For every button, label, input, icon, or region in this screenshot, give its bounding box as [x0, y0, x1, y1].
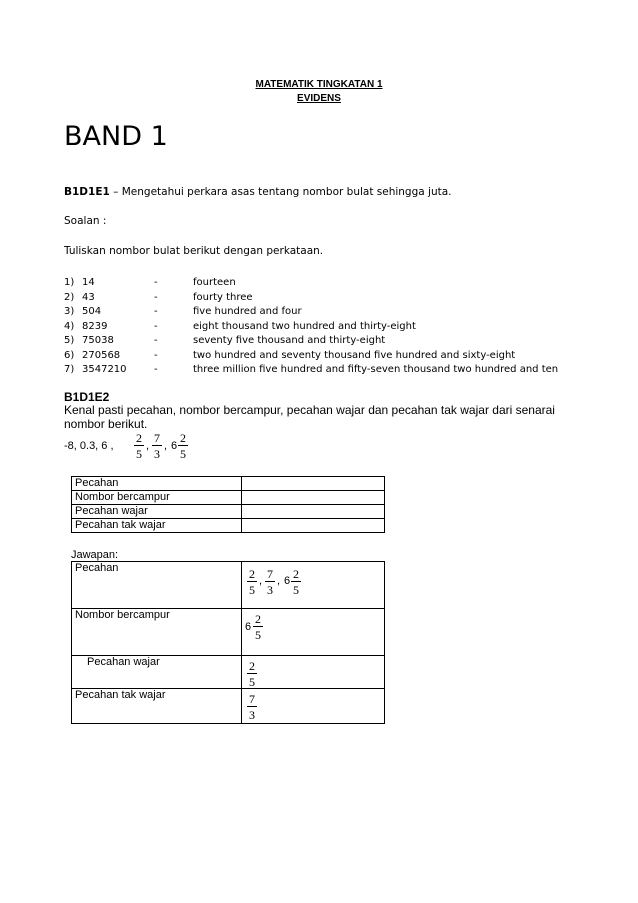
numerator: 7 [154, 431, 160, 445]
table-row [72, 477, 385, 491]
answer-cell [242, 689, 385, 724]
item-value: 43 [82, 291, 95, 303]
list-item [64, 306, 624, 320]
table-row [72, 491, 385, 505]
item-number: 3) [64, 306, 75, 317]
row-label: Pecahan [72, 477, 242, 491]
table-row [72, 519, 385, 533]
answer-cell [242, 609, 385, 656]
b1d1e1-code: B1D1E1 [64, 186, 110, 198]
denominator: 5 [255, 628, 261, 642]
item-words: seventy five thousand and thirty-eight [193, 335, 386, 346]
numerator: 2 [249, 659, 255, 673]
row-label: Pecahan tak wajar [72, 689, 242, 724]
table-row [72, 505, 385, 519]
row-label: Pecahan wajar [72, 656, 242, 689]
denominator: 5 [249, 675, 255, 689]
item-dash: - [154, 320, 158, 332]
list-item [64, 364, 624, 378]
item-value: 3547210 [82, 364, 127, 375]
b1d1e2-line1: Kenal pasti pecahan, nombor bercampur, pecahan wajar dan pecahan tak wajar dari senarai [64, 403, 555, 417]
list-item [64, 350, 624, 364]
fraction-seven-thirds [265, 568, 275, 596]
fraction-seven-thirds [152, 432, 162, 460]
comma: , [146, 440, 150, 452]
b1d1e2-line2: nombor berikut. [64, 417, 148, 431]
number-list-prefix: -8, 0.3, 6 , [64, 440, 114, 452]
numerator: 2 [136, 431, 142, 445]
numerator: 2 [255, 612, 261, 626]
denominator: 5 [293, 583, 299, 597]
comma: , [277, 575, 281, 587]
answer-cell [242, 562, 385, 609]
mixed-whole: 6 [245, 621, 252, 633]
numerator: 2 [180, 431, 186, 445]
row-label: Pecahan wajar [72, 505, 242, 519]
table-row [72, 689, 385, 724]
fraction-two-fifths [291, 568, 301, 596]
mixed-whole: 6 [284, 575, 291, 587]
answer-cell [242, 656, 385, 689]
list-item [64, 335, 624, 349]
item-words: two hundred and seventy thousand five hundred and sixty-eight [193, 349, 516, 361]
fraction-two-fifths [253, 613, 263, 641]
denominator: 3 [154, 447, 160, 461]
item-words: fourteen [193, 277, 236, 288]
document-title: MATEMATIK TINGKATAN 1 [255, 79, 383, 90]
b1d1e1-text: – Mengetahui perkara asas tentang nombor bulat sehingga juta. [109, 186, 452, 198]
item-dash: - [154, 364, 158, 375]
row-label: Nombor bercampur [72, 491, 242, 505]
item-words: eight thousand two hundred and thirty-eight [193, 320, 416, 332]
item-words: fourty three [193, 291, 253, 303]
list-item [64, 277, 624, 291]
numerator: 7 [267, 567, 273, 581]
denominator: 5 [136, 447, 142, 461]
item-value: 270568 [82, 349, 121, 361]
row-label: Pecahan tak wajar [72, 519, 242, 533]
denominator: 5 [180, 447, 186, 461]
answer-cell[interactable] [242, 519, 385, 533]
answer-table [71, 561, 385, 724]
item-dash: - [154, 349, 158, 361]
item-number: 1) [64, 277, 75, 288]
band-title: BAND 1 [64, 121, 168, 152]
item-words: three million five hundred and fifty-seven thousand two hundred and ten [193, 364, 559, 375]
denominator: 3 [267, 583, 273, 597]
item-dash: - [154, 335, 158, 346]
numerator: 7 [249, 692, 255, 706]
denominator: 3 [249, 708, 255, 722]
fraction-two-fifths [134, 432, 144, 460]
row-label: Pecahan [72, 562, 242, 609]
numerator: 2 [249, 567, 255, 581]
table-row [72, 562, 385, 609]
item-number: 4) [64, 320, 75, 332]
item-dash: - [154, 277, 158, 288]
item-value: 14 [82, 277, 95, 288]
fraction-two-fifths [247, 568, 257, 596]
item-number: 7) [64, 364, 75, 375]
list-item [64, 321, 624, 335]
b1d1e2-code: B1D1E2 [64, 390, 110, 404]
table-row [72, 609, 385, 656]
fraction-two-fifths [247, 660, 257, 688]
item-number: 6) [64, 349, 75, 361]
answer-cell[interactable] [242, 505, 385, 519]
denominator: 5 [249, 583, 255, 597]
item-value: 8239 [82, 320, 108, 332]
b1d1e1-description [64, 186, 452, 198]
document-subtitle: EVIDENS [297, 93, 341, 104]
item-words: five hundred and four [193, 306, 302, 317]
comma: , [259, 575, 263, 587]
item-dash: - [154, 306, 158, 317]
mixed-whole: 6 [171, 440, 178, 452]
row-label: Nombor bercampur [72, 609, 242, 656]
answer-cell[interactable] [242, 491, 385, 505]
item-value: 504 [82, 306, 102, 317]
numerator: 2 [293, 567, 299, 581]
answer-cell[interactable] [242, 477, 385, 491]
jawapan-label: Jawapan: [71, 549, 119, 561]
fraction-two-fifths [178, 432, 188, 460]
table-row [72, 656, 385, 689]
list-item [64, 292, 624, 306]
item-number: 5) [64, 335, 75, 346]
item-value: 75038 [82, 335, 114, 346]
soalan-label: Soalan : [64, 215, 107, 227]
blank-classification-table [71, 476, 385, 533]
instruction-text: Tuliskan nombor bulat berikut dengan perkataan. [64, 245, 324, 257]
fraction-seven-thirds [247, 693, 257, 721]
item-dash: - [154, 291, 158, 303]
comma: , [164, 440, 168, 452]
b1d1e2-description [64, 403, 634, 431]
item-number: 2) [64, 291, 75, 303]
